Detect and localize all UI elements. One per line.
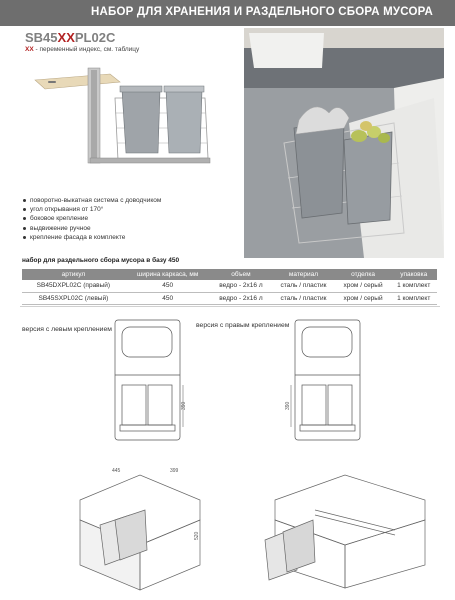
- model-code-variable: XX: [57, 30, 75, 45]
- table-cell: ведро - 2х16 л: [211, 292, 272, 304]
- feature-list: [22, 196, 232, 242]
- dim-height-left: 390: [181, 401, 187, 410]
- left-isometric-drawing: [70, 460, 210, 595]
- product-render: [30, 58, 220, 178]
- right-front-drawing: [285, 315, 365, 450]
- table-caption: набор для раздельного сбора мусора в базу 450: [22, 257, 180, 264]
- table-cell: SB45DXPL02C (правый): [22, 280, 125, 292]
- model-note-text: - переменный индекс, см. таблицу: [33, 46, 140, 53]
- header-bar: [0, 0, 455, 26]
- column-header: объем: [211, 269, 272, 280]
- table-header-row: [22, 269, 437, 280]
- feature-item: выдвижение ручное: [22, 224, 232, 233]
- table-cell: 1 комплект: [390, 292, 437, 304]
- model-note: [25, 46, 139, 53]
- table-cell: сталь / пластик: [271, 292, 335, 304]
- section-divider: [20, 306, 440, 307]
- model-code: [25, 30, 115, 45]
- table-row: [22, 280, 437, 292]
- model-code-prefix: SB45: [25, 30, 58, 45]
- table-cell: ведро - 2х16 л: [211, 280, 272, 292]
- spec-table: [22, 269, 437, 305]
- feature-item: угол открывания от 170°: [22, 205, 232, 214]
- table-cell: сталь / пластик: [271, 280, 335, 292]
- column-header: материал: [271, 269, 335, 280]
- model-code-suffix: PL02C: [74, 30, 116, 45]
- column-header: упаковка: [390, 269, 437, 280]
- column-header: отделка: [336, 269, 391, 280]
- table-cell: 1 комплект: [390, 280, 437, 292]
- feature-item: боковое крепление: [22, 214, 232, 223]
- right-isometric-drawing: [255, 470, 435, 590]
- feature-item: поворотно-выкатная система с доводчиком: [22, 196, 232, 205]
- table-row: [22, 292, 437, 304]
- table-cell: хром / серый: [336, 292, 391, 304]
- dim-height: 520: [194, 531, 200, 540]
- dim-depth: 445: [112, 468, 121, 474]
- table-cell: хром / серый: [336, 280, 391, 292]
- table-cell: SB45SXPL02C (левый): [22, 292, 125, 304]
- left-version-label: версия с левым креплением: [22, 326, 112, 333]
- right-version-label: версия с правым креплением: [196, 322, 290, 329]
- column-header: ширина каркаса, мм: [125, 269, 211, 280]
- dim-height-right: 390: [285, 401, 291, 410]
- model-note-variable: XX: [25, 46, 34, 53]
- table-cell: 450: [125, 292, 211, 304]
- feature-item: крепление фасада в комплекте: [22, 233, 232, 242]
- column-header: артикул: [22, 269, 125, 280]
- left-front-drawing: [110, 315, 190, 450]
- page-title: НАБОР ДЛЯ ХРАНЕНИЯ И РАЗДЕЛЬНОГО СБОРА МУСОРА: [91, 6, 433, 18]
- table-cell: 450: [125, 280, 211, 292]
- product-photo: [244, 28, 444, 258]
- dim-width: 399: [170, 468, 179, 474]
